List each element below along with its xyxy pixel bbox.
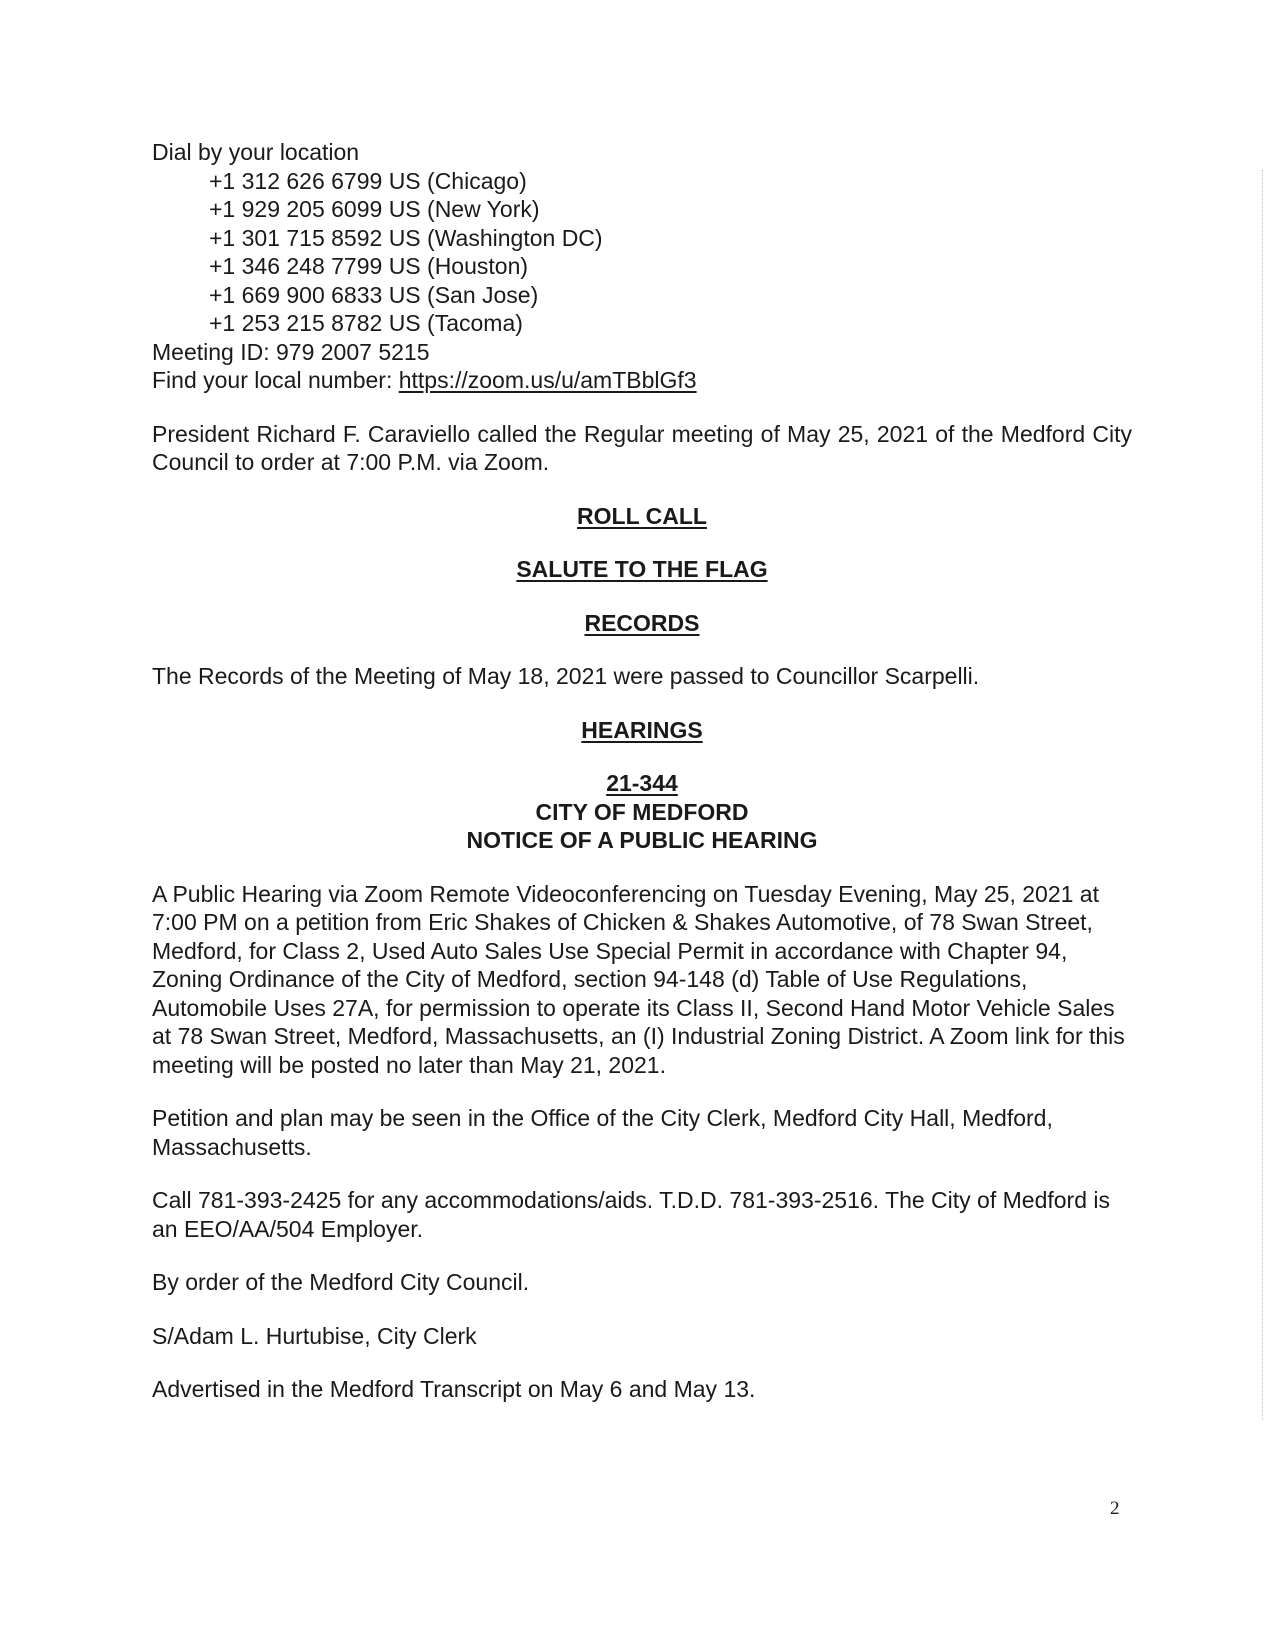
hearings-heading: HEARINGS	[581, 716, 703, 743]
local-number-label: Find your local number:	[152, 367, 399, 393]
salute-heading: SALUTE TO THE FLAG	[516, 556, 768, 582]
hearing-body: A Public Hearing via Zoom Remote Videoconferencing on Tuesday Evening, May 25, 2021 at 7:00 PM on a petition from Eric Shakes of Chicken & Shakes Automotive, of 78 Swan Street, Medford, for Class 2, Used Auto Sales Use Special Permit in accordance with Chapter 94, Zoning Ordinance of the City of Medford, section 94-148 (d) Table of Use Regulations, Automobile Uses 27A, for permission to operate its Class II, Second Hand Motor Vehicle Sales at 78 Swan Street, Medford, Massachusetts, an (I) Industrial Zoning District. A Zoom link for this meeting will be posted no later than May 21, 2021.	[152, 880, 1125, 1078]
by-order-text: By order of the Medford City Council.	[152, 1269, 530, 1295]
local-number-link[interactable]: https://zoom.us/u/amTBblGf3	[398, 367, 697, 393]
petition-plan-text: Petition and plan may be seen in the Office of the City Clerk, Medford City Hall, Medford, Massachusetts.	[152, 1105, 1053, 1160]
hearing-number: 21-344	[606, 770, 678, 796]
roll-call-heading: ROLL CALL	[577, 502, 707, 529]
accommodations-text: Call 781-393-2425 for any accommodations/aids. T.D.D. 781-393-2516. The City of Medford is an EEO/AA/504 Employer.	[152, 1187, 1110, 1242]
dial-in-number: +1 346 248 7799 US (Houston)	[209, 253, 529, 279]
dial-in-number: +1 312 626 6799 US (Chicago)	[209, 167, 527, 194]
hearing-city: CITY OF MEDFORD	[535, 798, 749, 825]
advertised-text: Advertised in the Medford Transcript on May 6 and May 13.	[152, 1376, 756, 1402]
dial-in-number: +1 929 205 6099 US (New York)	[209, 196, 540, 222]
page-content	[152, 138, 1132, 1404]
records-text: The Records of the Meeting of May 18, 2021 were passed to Councillor Scarpelli.	[152, 663, 980, 689]
clerk-signature: S/Adam L. Hurtubise, City Clerk	[152, 1322, 477, 1349]
records-heading: RECORDS	[584, 609, 700, 636]
page-number: 2	[1110, 1498, 1120, 1519]
meeting-id: Meeting ID: 979 2007 5215	[152, 338, 430, 365]
hearing-notice-title: NOTICE OF A PUBLIC HEARING	[466, 827, 818, 853]
dial-in-number: +1 669 900 6833 US (San Jose)	[209, 281, 539, 308]
opening-paragraph: President Richard F. Caraviello called the Regular meeting of May 25, 2021 of the Medford City Council to order at 7:00 P.M. via Zoom.	[152, 420, 1132, 475]
dial-in-section	[152, 138, 1132, 395]
dial-in-header: Dial by your location	[152, 139, 360, 165]
dial-in-number: +1 301 715 8592 US (Washington DC)	[209, 224, 603, 251]
scan-margin-marks	[1262, 170, 1265, 1420]
local-number-line	[152, 366, 1132, 395]
dial-in-number: +1 253 215 8782 US (Tacoma)	[209, 310, 523, 336]
